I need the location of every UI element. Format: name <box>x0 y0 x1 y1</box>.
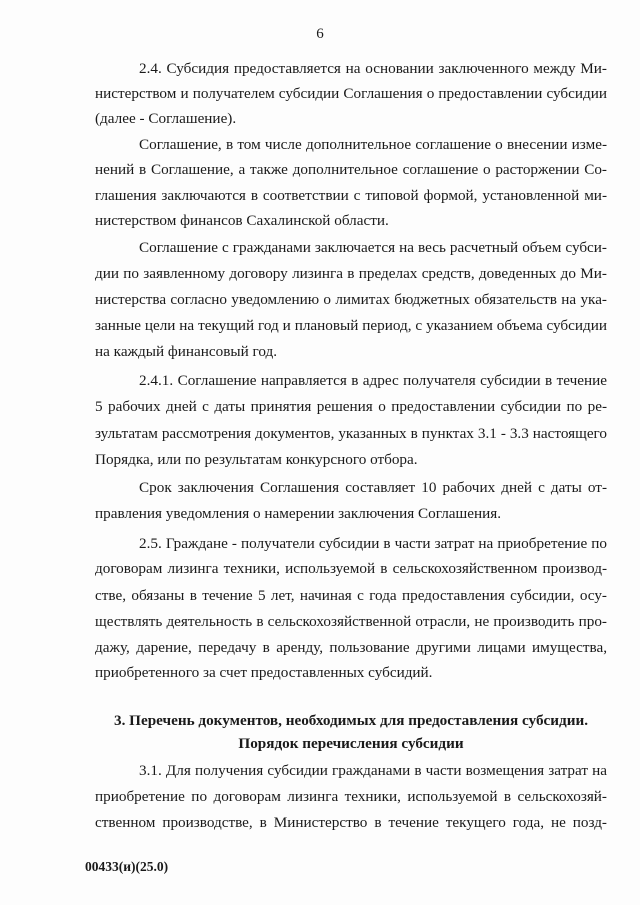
paragraph-citizens-line-5: на каждый финансовый год. <box>95 343 278 360</box>
paragraph-citizens-line-4: занные цели на текущий год и плановый период, с указанием объема субсидии <box>95 317 607 334</box>
paragraph-citizens-line-3: нистерства согласно уведомлению о лимитах бюджетных обязательств на ука- <box>95 291 607 308</box>
paragraph-2-5-line-5: дажу, дарение, передачу в аренду, пользование другими лицами имущества, <box>95 639 607 656</box>
paragraph-3-1-line-3: ственном производстве, в Министерство в течение текущего года, не позд- <box>95 814 607 831</box>
document-code: 00433(и)(25.0) <box>85 859 169 874</box>
paragraph-2-4-1-line-2: 5 рабочих дней с даты принятия решения о предоставлении субсидии по ре- <box>95 398 607 415</box>
paragraph-citizens-line-2: дии по заявленному договору лизинга в пределах средств, доведенных до Ми- <box>95 265 607 282</box>
paragraph-2-5-line-4: ществлять деятельность в сельскохозяйственной отрасли, не производить про- <box>95 613 607 630</box>
paragraph-3-1-line-1: 3.1. Для получения субсидии гражданами в части возмещения затрат на <box>139 762 607 779</box>
paragraph-3-1-line-2: приобретение по договорам лизинга техники, используемой в сельскохозяй- <box>95 788 607 805</box>
paragraph-citizens-line-1: Соглашение с гражданами заключается на весь расчетный объем субси- <box>139 239 607 256</box>
paragraph-agreement-line-2: нений в Соглашение, а также дополнительное соглашение о расторжении Со- <box>95 161 607 178</box>
paragraph-2-4-line-3: (далее - Соглашение). <box>95 110 237 127</box>
paragraph-agreement-line-3: глашения заключаются в соответствии с типовой формой, установленной ми- <box>95 187 607 204</box>
paragraph-2-5-line-3: стве, обязаны в течение 5 лет, начиная с года предоставления субсидии, осу- <box>95 587 607 604</box>
paragraph-2-5-line-1: 2.5. Граждане - получатели субсидии в части затрат на приобретение по <box>139 535 607 552</box>
section-3-heading-line-2: Порядок перечисления субсидии <box>238 735 464 752</box>
paragraph-2-4-line-1: 2.4. Субсидия предоставляется на основании заключенного между Ми- <box>139 60 607 77</box>
paragraph-term-line-2: правления уведомления о намерении заключения Соглашения. <box>95 505 501 522</box>
paragraph-2-5-line-2: договорам лизинга техники, используемой в сельскохозяйственном производ- <box>95 560 607 577</box>
paragraph-agreement-line-1: Соглашение, в том числе дополнительное соглашение о внесении изме- <box>139 136 607 153</box>
paragraph-agreement-line-4: нистерством финансов Сахалинской области. <box>95 212 389 229</box>
paragraph-2-5-line-6: приобретенного за счет предоставленных субсидий. <box>95 664 433 681</box>
paragraph-2-4-line-2: нистерством и получателем субсидии Соглашения о предоставлении субсидии <box>95 85 607 102</box>
paragraph-2-4-1-line-3: зультатам рассмотрения документов, указанных в пунктах 3.1 - 3.3 настоящего <box>95 425 607 442</box>
page-number: 6 <box>316 26 324 42</box>
section-3-heading-line-1: 3. Перечень документов, необходимых для предоставления субсидии. <box>113 712 589 729</box>
paragraph-2-4-1-line-1: 2.4.1. Соглашение направляется в адрес получателя субсидии в течение <box>139 372 607 389</box>
paragraph-term-line-1: Срок заключения Соглашения составляет 10 рабочих дней с даты от- <box>139 479 607 496</box>
paragraph-2-4-1-line-4: Порядка, или по результатам конкурсного отбора. <box>95 451 418 468</box>
